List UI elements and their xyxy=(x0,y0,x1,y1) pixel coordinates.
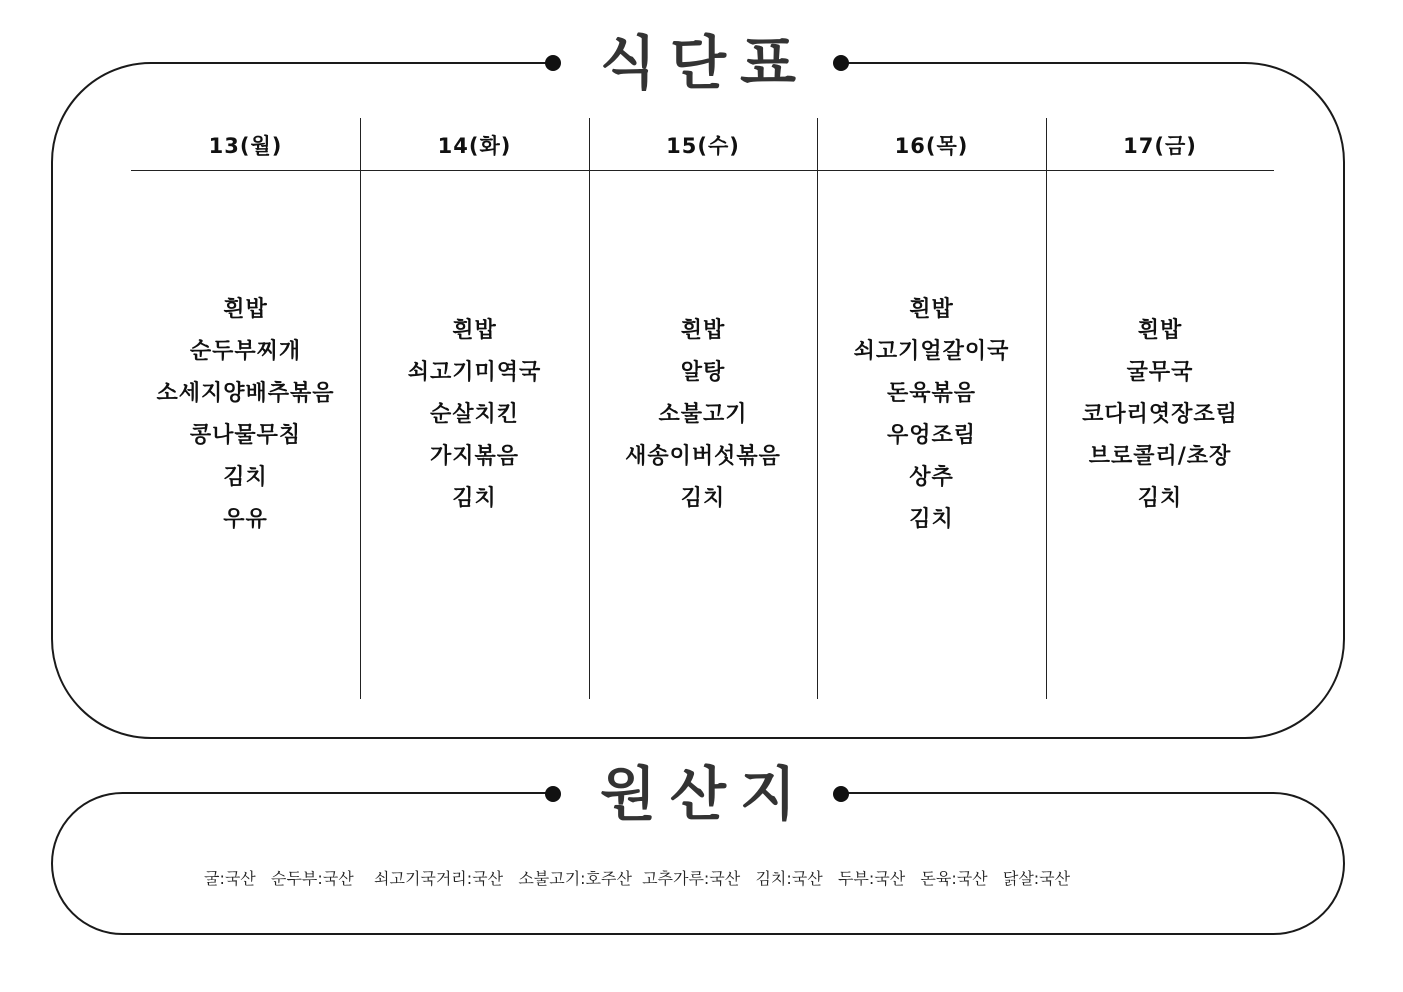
menu-item: 순살치킨 xyxy=(429,402,519,427)
title-dot-right xyxy=(833,55,849,71)
menu-item: 흰밥 xyxy=(452,318,497,343)
origin-title-banner xyxy=(553,760,843,828)
menu-item: 흰밥 xyxy=(223,297,268,322)
day-header: 15(수) xyxy=(666,134,740,158)
menu-item: 가지볶음 xyxy=(429,444,519,469)
menu-item: 소불고기 xyxy=(658,402,748,427)
day-menu-list xyxy=(1046,171,1274,699)
menu-item: 우유 xyxy=(223,507,268,532)
day-menu-list xyxy=(360,171,589,699)
day-menu-list xyxy=(589,171,817,699)
menu-item: 알탕 xyxy=(680,360,726,385)
origin-info-text: 굴:국산 순두부:국산 쇠고기국거리:국산 소불고기:호주산 고추가루:국산 김치:국산 두부:국산 돈육:국산 닭살:국산 xyxy=(204,869,1071,888)
menu-item: 김치 xyxy=(1137,486,1183,511)
menu-item: 김치 xyxy=(452,486,497,511)
menu-item: 새송이버섯볶음 xyxy=(625,444,781,469)
menu-item: 김치 xyxy=(909,507,954,532)
menu-item: 쇠고기미역국 xyxy=(407,360,542,385)
day-menu-list xyxy=(817,171,1046,699)
menu-item: 돈육볶음 xyxy=(886,381,976,406)
day-header: 17(금) xyxy=(1123,134,1197,158)
menu-item: 콩나물무침 xyxy=(189,423,302,448)
day-column-tue xyxy=(360,118,589,699)
menu-item: 쇠고기얼갈이국 xyxy=(853,339,1010,364)
menu-item: 흰밥 xyxy=(1137,318,1183,343)
menu-title-banner xyxy=(553,29,843,97)
menu-item: 우엉조림 xyxy=(886,423,976,448)
day-menu-list xyxy=(131,171,360,699)
menu-item: 굴무국 xyxy=(1126,360,1194,385)
day-column-mon xyxy=(131,118,360,699)
menu-table xyxy=(131,118,1274,699)
menu-item: 흰밥 xyxy=(680,318,726,343)
menu-title: 식단표 xyxy=(599,29,811,97)
menu-item: 상추 xyxy=(909,465,954,490)
menu-item: 소세지양배추볶음 xyxy=(156,381,335,406)
origin-title: 원산지 xyxy=(599,760,811,828)
title-dot-left xyxy=(545,55,561,71)
day-header: 16(목) xyxy=(894,134,969,158)
day-header: 14(화) xyxy=(437,134,512,158)
day-column-wed xyxy=(589,118,817,699)
title-dot-left xyxy=(545,786,561,802)
day-header: 13(월) xyxy=(208,134,283,158)
menu-item: 순두부찌개 xyxy=(189,339,302,364)
day-column-thu xyxy=(817,118,1046,699)
menu-item: 김치 xyxy=(223,465,268,490)
menu-item: 코다리엿장조림 xyxy=(1082,402,1238,427)
title-dot-right xyxy=(833,786,849,802)
menu-item: 흰밥 xyxy=(909,297,954,322)
menu-item: 브로콜리/초장 xyxy=(1088,444,1232,469)
day-column-fri xyxy=(1046,118,1274,699)
menu-item: 김치 xyxy=(680,486,726,511)
